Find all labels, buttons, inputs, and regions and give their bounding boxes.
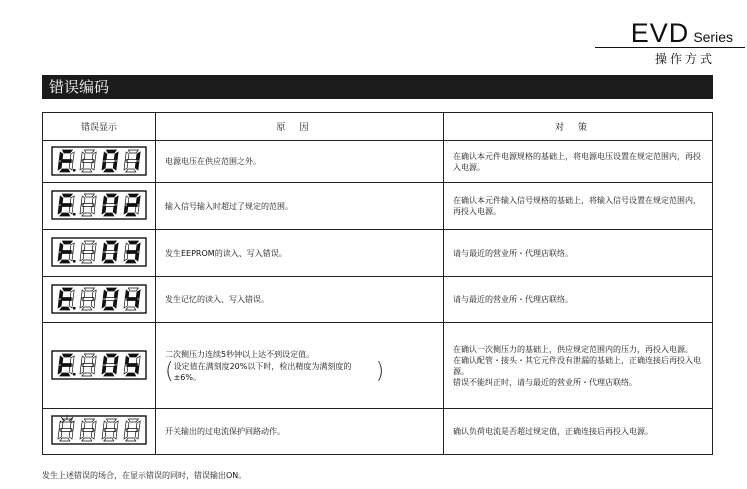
segment-g	[127, 251, 138, 254]
cause-cell: 电源电压在供应范围之外。	[156, 141, 444, 183]
digit-4	[124, 354, 140, 376]
table-row	[43, 323, 713, 409]
remedy-line: 错误不能纠正时，请与最近的营业所・代理店联络。	[453, 377, 637, 387]
segment-g	[105, 297, 116, 300]
remedy-cell	[444, 323, 713, 409]
segment-g	[83, 297, 94, 300]
digit-2	[80, 419, 96, 441]
decimal-point	[73, 260, 76, 263]
cause-note	[165, 358, 443, 384]
cause-cell: 发生EEPROM的读入、写入错误。	[156, 230, 444, 277]
cause-text: 二次侧压力连续5秒钟以上达不到设定值。	[165, 349, 315, 359]
seven-seg-display	[51, 146, 147, 176]
digit-3	[102, 241, 118, 263]
lcd-graphic	[51, 146, 147, 176]
cause-cell: 发生记忆的读入、写入错误。	[156, 277, 444, 323]
decimal-point	[73, 373, 76, 376]
digit-2	[80, 150, 96, 172]
display-cell	[43, 183, 156, 230]
segment-g	[127, 363, 138, 366]
digit-3	[102, 288, 118, 310]
segment-g	[61, 363, 72, 366]
digit-2	[80, 288, 96, 310]
display-cell	[43, 230, 156, 277]
lcd-graphic	[51, 190, 147, 220]
remedy-cell: 在确认本元件输入信号规格的基础上，将输入信号设置在规定范围内，再投入电源。	[444, 183, 713, 230]
digit-2	[80, 354, 96, 376]
table-header-row	[43, 113, 713, 141]
digit-3	[102, 354, 118, 376]
segment-g	[105, 204, 116, 207]
digit-4	[124, 150, 140, 172]
segment-g	[61, 251, 72, 254]
remedy-cell: 在确认本元件电源规格的基础上，将电源电压设置在规定范围内，再投入电源。	[444, 141, 713, 183]
remedy-cell: 请与最近的营业所・代理店联络。	[444, 230, 713, 277]
brand-name: EVD	[630, 18, 690, 48]
cause-note-text: 设定值在满刻度20%以下时，检出精度为满刻度的±6%。	[173, 361, 352, 382]
decimal-point	[73, 169, 76, 172]
remedy-cell: 确认负荷电流是否超过规定值，正确连接后再投入电源。	[444, 409, 713, 455]
segment-g	[105, 159, 116, 162]
digit-2	[80, 194, 96, 216]
remedy-line: 在确认一次侧压力的基础上，供应规定范围内的压力，再投入电源。	[453, 344, 693, 354]
series-header	[595, 16, 745, 66]
display-cell	[43, 141, 156, 183]
cause-cell	[156, 323, 444, 409]
display-cell	[43, 323, 156, 409]
segment-g	[83, 428, 94, 431]
segment-g	[105, 428, 116, 431]
seven-seg-display	[51, 237, 147, 267]
seven-seg-display	[51, 284, 147, 314]
segment-g	[105, 251, 116, 254]
brand-series: Series	[693, 29, 733, 45]
digit-3	[102, 150, 118, 172]
digit-4	[124, 288, 140, 310]
lcd-graphic	[51, 284, 147, 314]
segment-g	[127, 204, 138, 207]
table-row	[43, 230, 713, 277]
brand-mark	[631, 18, 733, 49]
error-code-table	[42, 112, 713, 455]
footnote: 发生上述错误的场合，在显示错误的同时，错误输出ON。	[42, 471, 247, 480]
digit-3	[102, 419, 118, 441]
table-row	[43, 277, 713, 323]
lcd-graphic	[51, 415, 147, 447]
lcd-graphic	[51, 237, 147, 267]
lcd-graphic	[51, 350, 147, 380]
segment-g	[127, 428, 138, 431]
digit-3	[102, 194, 118, 216]
section-title: 错误编码	[42, 75, 713, 99]
display-cell	[43, 409, 156, 455]
decimal-point	[73, 307, 76, 310]
segment-g	[61, 297, 72, 300]
cause-cell: 开关输出的过电流保护回路动作。	[156, 409, 444, 455]
digit-2	[80, 241, 96, 263]
cause-cell: 输入信号输入时超过了规定的范围。	[156, 183, 444, 230]
header-cause: 原因	[156, 113, 444, 141]
segment-g	[83, 159, 94, 162]
segment-g	[61, 204, 72, 207]
digit-4	[124, 194, 140, 216]
table-row	[43, 183, 713, 230]
segment-g	[127, 159, 138, 162]
segment-g	[61, 428, 72, 431]
decimal-point	[73, 213, 76, 216]
table-row	[43, 141, 713, 183]
digit-4	[124, 419, 140, 441]
segment-g	[83, 204, 94, 207]
seven-seg-display	[51, 190, 147, 220]
close-paren: )	[375, 358, 385, 384]
header-rule	[595, 47, 745, 48]
header-subtitle: 操作方式	[654, 52, 715, 66]
table-row	[43, 409, 713, 455]
display-cell	[43, 277, 156, 323]
digit-4	[124, 241, 140, 263]
segment-g	[83, 251, 94, 254]
seven-seg-display	[51, 350, 147, 380]
header-display: 错误显示	[43, 113, 156, 141]
header-remedy: 对策	[444, 113, 713, 141]
segment-g	[83, 363, 94, 366]
remedy-cell: 请与最近的营业所・代理店联络。	[444, 277, 713, 323]
open-paren: (	[165, 358, 174, 384]
segment-g	[127, 297, 138, 300]
segment-g	[105, 363, 116, 366]
remedy-line: 在确认配管・接头・其它元件没有泄漏的基础上，正确连接后再投入电源。	[453, 355, 701, 376]
seven-seg-display	[51, 415, 147, 447]
segment-g	[61, 159, 72, 162]
